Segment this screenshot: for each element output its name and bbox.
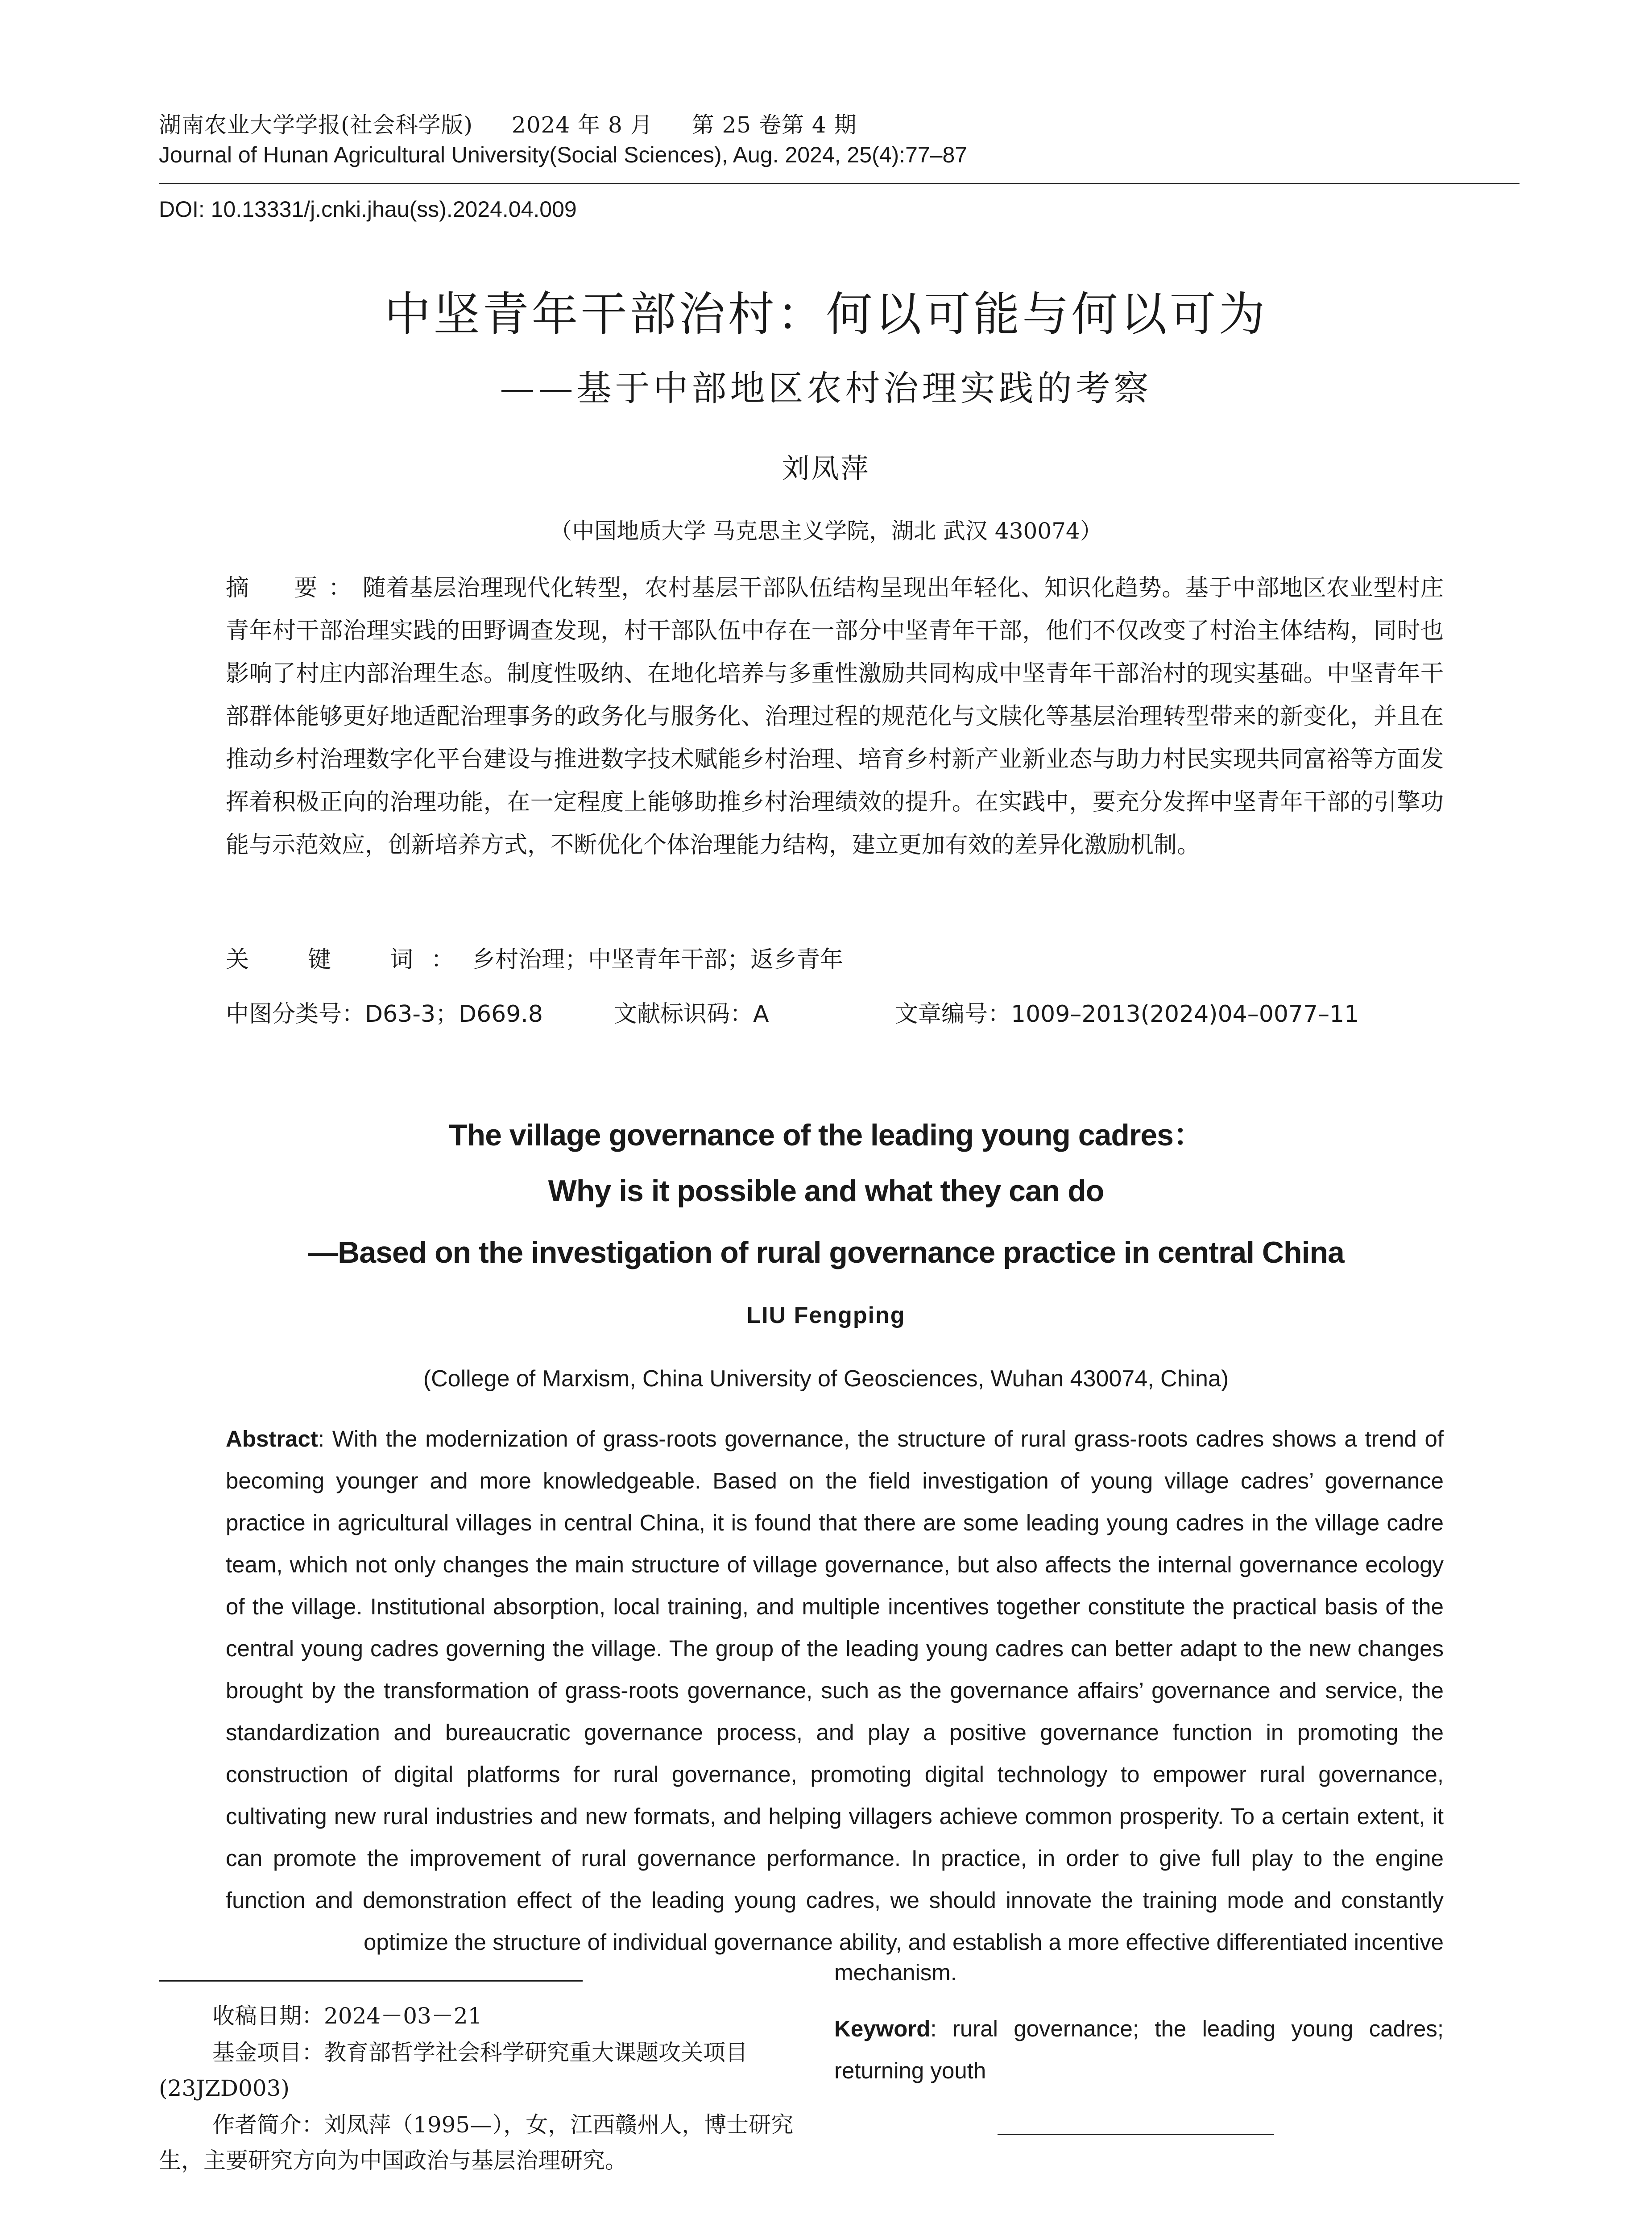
abstract-text-zh: 随着基层治理现代化转型，农村基层干部队伍结构呈现出年轻化、知识化趋势。基于中部地区农业型村庄青年村干部治理实践的田野调查发现，村干部队伍中存在一部分中坚青年干部，他们不仅改变了村治主体结构，同时也影响了村庄内部治理生态。制度性吸纳、在地化培养与多重性激励共同构成中坚青年干部治村的现实基础。中坚青年干部群体能够更好地适配治理事务的政务化与服务化、治理过程的规范化与文牍化等基层治理转型带来的新变化，并且在推动乡村治理数字化平台建设与推进数字技术赋能乡村治理、培育乡村新产业新业态与助力村民实现共同富裕等方面发挥着积极正向的治理功能，在一定程度上能够助推乡村治理绩效的提升。在实践中，要充分发挥中坚青年干部的引擎功能与示范效应，创新培养方式，不断优化个体治理能力结构，建立更加有效的差异化激励机制。 [226, 575, 1444, 858]
affiliation-en: (College of Marxism, China University of Geosciences, Wuhan 430074, China) [423, 1366, 1229, 1392]
journal-header-zh [159, 107, 857, 139]
fund-label: 基金项目： [212, 2040, 324, 2065]
journal-header-en: Journal of Hunan Agricultural University(Social Sciences), Aug. 2024, 25(4):77–87 [159, 142, 968, 167]
received-date: 2024－03－21 [324, 2003, 482, 2029]
keywords-text-zh: 乡村治理；中坚青年干部；返乡青年 [472, 946, 844, 973]
keywords-zh [226, 941, 843, 974]
abstract-zh [226, 567, 1444, 867]
doi[interactable]: DOI: 10.13331/j.cnki.jhau(ss).2024.04.009 [159, 197, 577, 222]
footnote-received [159, 1998, 801, 2034]
document-code: 文献标识码：A [614, 1001, 769, 1028]
abstract-en [226, 1418, 1444, 1963]
abstract-label-en: Abstract [226, 1426, 318, 1451]
keywords-text-en: : rural governance; the leading young cadres; returning youth [834, 2016, 1444, 2083]
abstract-label-zh: 摘 要： [226, 575, 363, 601]
header-rule [159, 183, 1520, 184]
abstract-tail-en: mechanism. [834, 1960, 957, 1985]
title-en-line1: The village governance of the leading young cadres： [449, 1118, 1203, 1152]
article-number: 文章编号：1009–2013(2024)04–0077–11 [895, 1001, 1359, 1028]
subtitle-zh: ——基于中部地区农村治理实践的考察 [500, 369, 1152, 409]
title-en-line3: —Based on the investigation of rural governance practice in central China [308, 1236, 1344, 1269]
volume-issue-zh: 第 25 卷第 4 期 [691, 112, 857, 138]
footnote-bio [159, 2107, 801, 2178]
title-zh: 中坚青年干部治村：何以可能与何以可为 [384, 287, 1268, 341]
keywords-en [834, 2008, 1444, 2092]
affiliation-zh: （中国地质大学 马克思主义学院，湖北 武汉 430074） [550, 518, 1102, 544]
title-en-line2: Why is it possible and what they can do [548, 1174, 1104, 1208]
journal-name-zh: 湖南农业大学学报(社会科学版) [159, 112, 473, 138]
keywords-label-zh: 关 键 词： [226, 946, 472, 973]
end-rule [998, 2134, 1274, 2135]
keywords-label-en: Keyword [834, 2016, 931, 2041]
bio-text: 刘凤萍（1995—），女，江西赣州人，博士研究生，主要研究方向为中国政治与基层治理研究。 [159, 2112, 794, 2173]
keywords-en-block [834, 1960, 1444, 2092]
author-zh: 刘凤萍 [782, 452, 870, 485]
abstract-text-en: : With the modernization of grass-roots governance, the structure of rural grass-roots cadres shows a trend of becoming younger and more knowledgeable. Based on the field investigation of young village cadres’ governance practice in agricultural villages in central China, it is found that there are some leading young cadres in the village cadre team, which not only changes the main structure of village governance, but also affects the internal governance ecology of the village. Institutional absorption, local training, and multiple incentives together constitute the practical basis of the central young cadres governing the village. The group of the leading young cadres can better adapt to the new changes brought by the transformation of grass-roots governance, such as the governance affairs’ governance and service, the standardization and bureaucratic governance process, and play a positive governance function in promoting the construction of digital platforms for rural governance, promoting digital technology to empower rural governance, cultivating new rural industries and new formats, and helping villagers achieve common prosperity. To a certain extent, it can promote the improvement of rural governance performance. In practice, in order to give full play to the engine function and demonstration effect of the leading young cadres, we should innovate the training mode and constantly optimize the structure of individual governance ability, and establish a more effective differentiated incentive [226, 1426, 1444, 1955]
footnote-fund [159, 2035, 801, 2106]
footnote-rule [159, 1980, 583, 1982]
clc-number: 中图分类号：D63-3；D669.8 [226, 1001, 543, 1028]
received-label: 收稿日期： [212, 2003, 324, 2029]
author-en: LIU Fengping [746, 1302, 906, 1328]
fund-text: 教育部哲学社会科学研究重大课题攻关项目(23JZD003) [159, 2040, 748, 2101]
bio-label: 作者简介： [212, 2112, 324, 2138]
issue-date-zh: 2024 年 8 月 [511, 112, 653, 138]
